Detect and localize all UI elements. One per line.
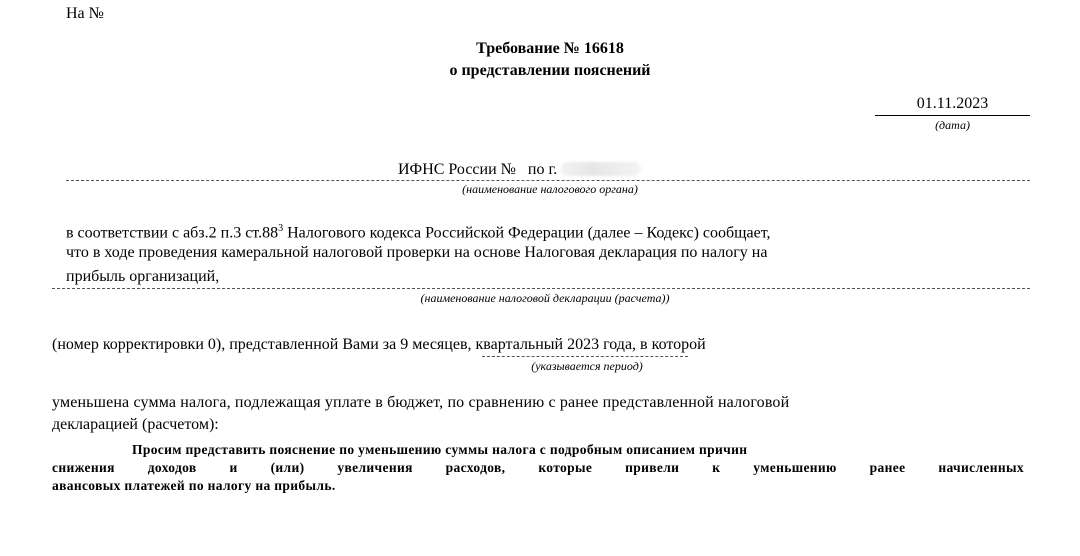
redacted-region xyxy=(561,162,641,176)
request-line-1: Просим представить пояснение по уменьшению суммы налога с подробным описанием причин xyxy=(132,442,748,457)
declaration-caption: (наименование налоговой декларации (расчета)) xyxy=(420,291,670,305)
period-caption: (указывается период) xyxy=(531,359,643,373)
request-line-3: авансовых платежей по налогу на прибыль. xyxy=(52,478,336,493)
tax-authority-suffix: по г. xyxy=(527,161,558,178)
declaration-underline xyxy=(52,288,1030,289)
correction-suffix: , в которой xyxy=(632,336,706,353)
para1-text-a: в соответствии с абз.2 п.3 ст.88 xyxy=(66,224,279,242)
date-caption: (дата) xyxy=(935,118,970,132)
correction-line xyxy=(52,334,706,355)
document-title: Требование № 16618 xyxy=(476,40,624,57)
request-line-2: снижения доходов и (или) увеличения расходов, которые привели к уменьшению ранее начисленных xyxy=(52,460,1024,475)
period-underline xyxy=(482,356,688,357)
date-underline xyxy=(875,115,1030,116)
correction-prefix: (номер корректировки 0), представленной Вами xyxy=(52,336,379,353)
tax-authority-name xyxy=(398,160,641,180)
paragraph-2-line-1: уменьшена сумма налога, подлежащая уплате в бюджет, по сравнению с ранее представленной налоговой xyxy=(52,394,790,411)
document-subtitle: о представлении пояснений xyxy=(449,62,651,79)
authority-underline xyxy=(66,180,1030,181)
authority-caption: (наименование налогового органа) xyxy=(462,182,638,196)
paragraph-1-line-3: прибыль организаций, xyxy=(66,268,220,285)
para1-text-b: Налогового кодекса Российской Федерации (далее – Кодекс) сообщает, xyxy=(283,224,771,242)
paragraph-2-line-2: декларацией (расчетом): xyxy=(52,416,219,433)
tax-authority-prefix: ИФНС России № xyxy=(398,161,516,178)
document-date: 01.11.2023 xyxy=(916,95,989,112)
reporting-period: за 9 месяцев, квартальный 2023 года xyxy=(382,336,633,353)
reference-number-label: На № xyxy=(66,5,104,22)
paragraph-1-line-1 xyxy=(66,218,770,243)
para1-superscript: 3 xyxy=(278,223,284,234)
paragraph-1-line-2: что в ходе проведения камеральной налоговой проверки на основе Налоговая декларация по налогу на xyxy=(66,244,768,261)
